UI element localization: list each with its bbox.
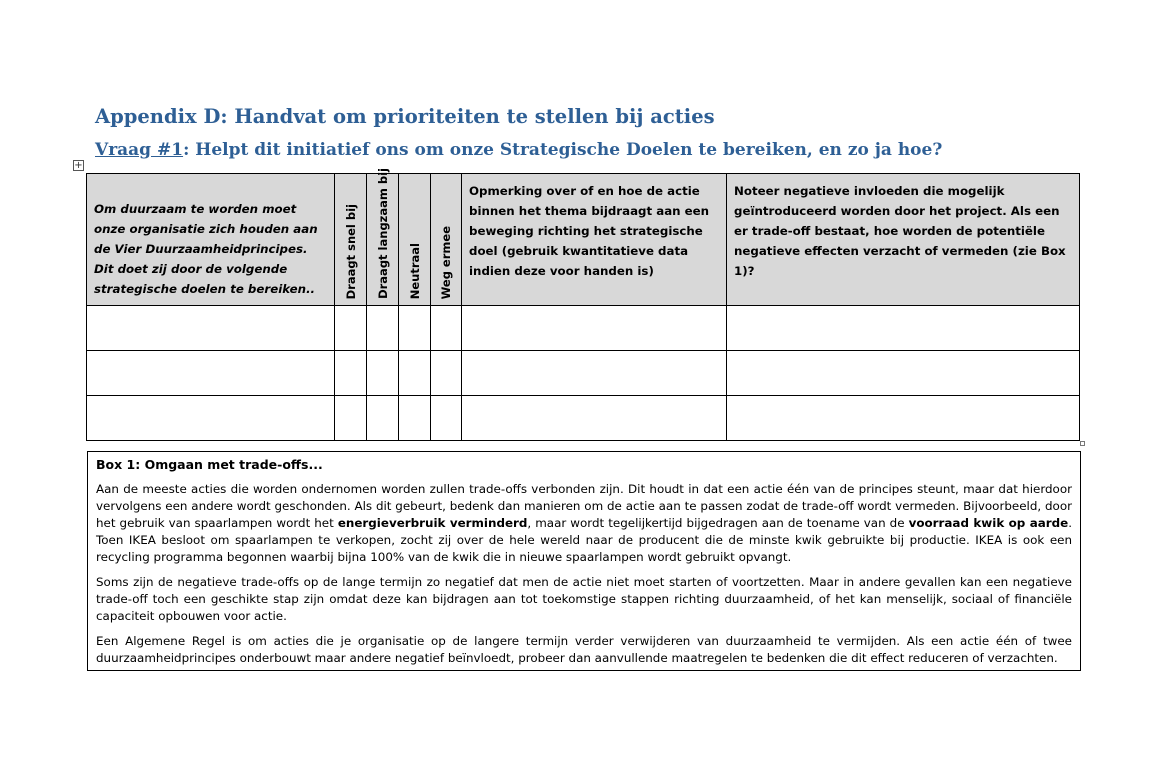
table-cell[interactable] [727, 306, 1080, 351]
table-cell[interactable] [462, 396, 727, 441]
header-neutraal: Neutraal [399, 174, 431, 306]
table-cell[interactable] [367, 351, 399, 396]
header-strategic-goals: Om duurzaam te worden moet onze organisatie zich houden aan de Vier Duurzaamheidprincipes. Dit doet zij door de volgende strategische doelen te bereiken.. [87, 174, 335, 306]
table-cell[interactable] [87, 351, 335, 396]
table-cell[interactable] [335, 396, 367, 441]
table-cell[interactable] [431, 306, 462, 351]
header-negatieve-invloeden: Noteer negatieve invloeden die mogelijk geïntroduceerd worden door het project. Als een er trade-off bestaat, hoe worden de potentiële negatieve effecten verzacht of vermeden (zie Box 1)? [727, 174, 1080, 306]
table-resize-handle[interactable] [1080, 441, 1085, 446]
table-row [87, 351, 1080, 396]
table-cell[interactable] [335, 306, 367, 351]
table-cell[interactable] [431, 351, 462, 396]
table-cell[interactable] [335, 351, 367, 396]
table-cell[interactable] [399, 351, 431, 396]
table-cell[interactable] [727, 351, 1080, 396]
table-cell[interactable] [431, 396, 462, 441]
table-cell[interactable] [727, 396, 1080, 441]
emphasis-energieverbruik: energieverbruik verminderd [337, 516, 528, 530]
header-weg-ermee: Weg ermee [431, 174, 462, 306]
table-header-row [87, 174, 1080, 306]
question-heading [95, 140, 942, 160]
appendix-heading: Appendix D: Handvat om prioriteiten te stellen bij acties [95, 105, 715, 128]
table-move-handle-icon[interactable]: + [74, 160, 83, 171]
table-cell[interactable] [462, 351, 727, 396]
table-cell[interactable] [462, 306, 727, 351]
priorities-table [86, 168, 1080, 441]
box-paragraph-1: Aan de meeste acties die worden ondernomen worden zullen trade-offs verbonden zijn. Dit houdt in dat een actie één van de principes steunt, maar dat hierdoor vervolgens een andere wordt geschonden. Als dit gebeurt, bedenk dan manieren om de actie aan te passen zodat de trade-off wordt vermeden. Bijvoorbeeld, door het gebruik van spaarlampen wordt het energieverbruik verminderd, maar wordt tegelijkertijd bijgedragen aan de toename van de voorraad kwik op aarde. Toen IKEA besloot om spaarlampen te verkopen, zocht zij over de hele wereld naar de producent die de minste kwik gebruikte bij productie. IKEA is ook een recycling programma begonnen waarbij bijna 100% van de kwik die in nieuwe spaarlampen wordt gebruikt opvangt. [96, 482, 1072, 564]
question-text: : Helpt dit initiatief ons om onze Strategische Doelen te bereiken, en zo ja hoe? [183, 140, 943, 160]
header-draagt-snel-bij: Draagt snel bij [335, 174, 367, 306]
table-cell[interactable] [399, 306, 431, 351]
table-cell[interactable] [399, 396, 431, 441]
table-cell[interactable] [87, 396, 335, 441]
table-cell[interactable] [367, 306, 399, 351]
table-row [87, 306, 1080, 351]
box-paragraph-3: Een Algemene Regel is om acties die je organisatie op de langere termijn verder verwijderen van duurzaamheid te vermijden. Als een actie één of twee duurzaamheidprincipes onderbouwt maar andere negatief beïnvloedt, probeer dan aanvullende maatregelen te bedenken die dit effect reduceren of verzachten. [96, 634, 1072, 665]
box-trade-offs [87, 451, 1081, 671]
header-draagt-langzaam-bij: Draagt langzaam bij [367, 174, 399, 306]
header-opmerking: Opmerking over of en hoe de actie binnen het thema bijdraagt aan een beweging richting het strategische doel (gebruik kwantitatieve data indien deze voor handen is) [462, 174, 727, 306]
emphasis-voorraad-kwik: voorraad kwik op aarde [908, 516, 1069, 530]
box-title: Box 1: Omgaan met trade-offs... [96, 457, 323, 472]
question-number: Vraag #1 [95, 140, 184, 160]
table-row [87, 396, 1080, 441]
table-cell[interactable] [367, 396, 399, 441]
box-paragraph-2: Soms zijn de negatieve trade-offs op de lange termijn zo negatief dat men de actie niet moet starten of voortzetten. Maar in andere gevallen kan een negatieve trade-off toch een geschikte stap zijn omdat deze kan bijdragen aan tot toekomstige stappen richting duurzaamheid, of het kan menselijk, sociaal of financiële capaciteit opbouwen voor actie. [96, 575, 1072, 623]
table-cell[interactable] [87, 306, 335, 351]
